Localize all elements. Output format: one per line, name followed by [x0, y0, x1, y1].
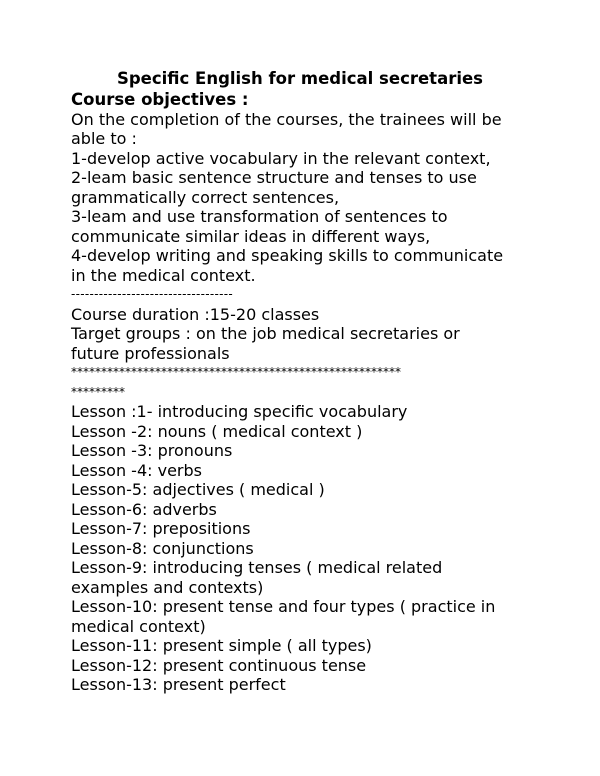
- lesson-line: Lesson :1- introducing specific vocabulary: [71, 402, 408, 421]
- lesson-line: Lesson -3: pronouns: [71, 441, 233, 460]
- objective-line: grammatically correct sentences,: [71, 187, 340, 207]
- objective-line: 4-develop writing and speaking skills to communicate: [71, 246, 504, 265]
- lesson-line: examples and contexts): [71, 577, 264, 597]
- objective-line: 3-leam and use transformation of sentences to: [71, 207, 448, 226]
- lesson-line: Lesson-9: introducing tenses ( medical related: [71, 558, 443, 577]
- lesson-line: Lesson-5: adjectives ( medical ): [71, 480, 325, 499]
- objective-line: 2-leam basic sentence structure and tenses to use: [71, 168, 477, 187]
- course-info-line: Target groups : on the job medical secretaries or: [71, 324, 460, 343]
- objective-line: 1-develop active vocabulary in the relevant context,: [71, 148, 491, 168]
- objective-line: able to :: [71, 129, 137, 148]
- lesson-line: Lesson -2: nouns ( medical context ): [71, 421, 363, 441]
- lesson-line: Lesson -4: verbs: [71, 460, 202, 480]
- lesson-line: Lesson-7: prepositions: [71, 519, 251, 538]
- lesson-line: Lesson-12: present continuous tense: [71, 655, 367, 675]
- star-divider: *******************************************************: [71, 365, 401, 379]
- lesson-line: Lesson-6: adverbs: [71, 499, 217, 519]
- dash-divider: -----------------------------------: [71, 287, 234, 301]
- lesson-line: Lesson-10: present tense and four types ( practice in: [71, 597, 496, 616]
- objective-line: communicate similar ideas in different ways,: [71, 226, 431, 246]
- document-title: Specific English for medical secretaries: [116, 69, 484, 88]
- course-info-line: future professionals: [71, 343, 230, 363]
- lesson-line: Lesson-8: conjunctions: [71, 538, 254, 558]
- lesson-line: medical context): [71, 616, 206, 636]
- document-body: [71, 90, 541, 695]
- course-info-line: Course duration :15-20 classes: [71, 304, 320, 324]
- course-objectives-heading: Course objectives :: [71, 90, 249, 109]
- objective-line: On the completion of the courses, the trainees will be: [71, 109, 502, 129]
- objective-line: in the medical context.: [71, 265, 256, 285]
- lesson-line: Lesson-13: present perfect: [71, 675, 286, 694]
- lesson-line: Lesson-11: present simple ( all types): [71, 636, 372, 655]
- star-divider-continued: *********: [71, 384, 125, 399]
